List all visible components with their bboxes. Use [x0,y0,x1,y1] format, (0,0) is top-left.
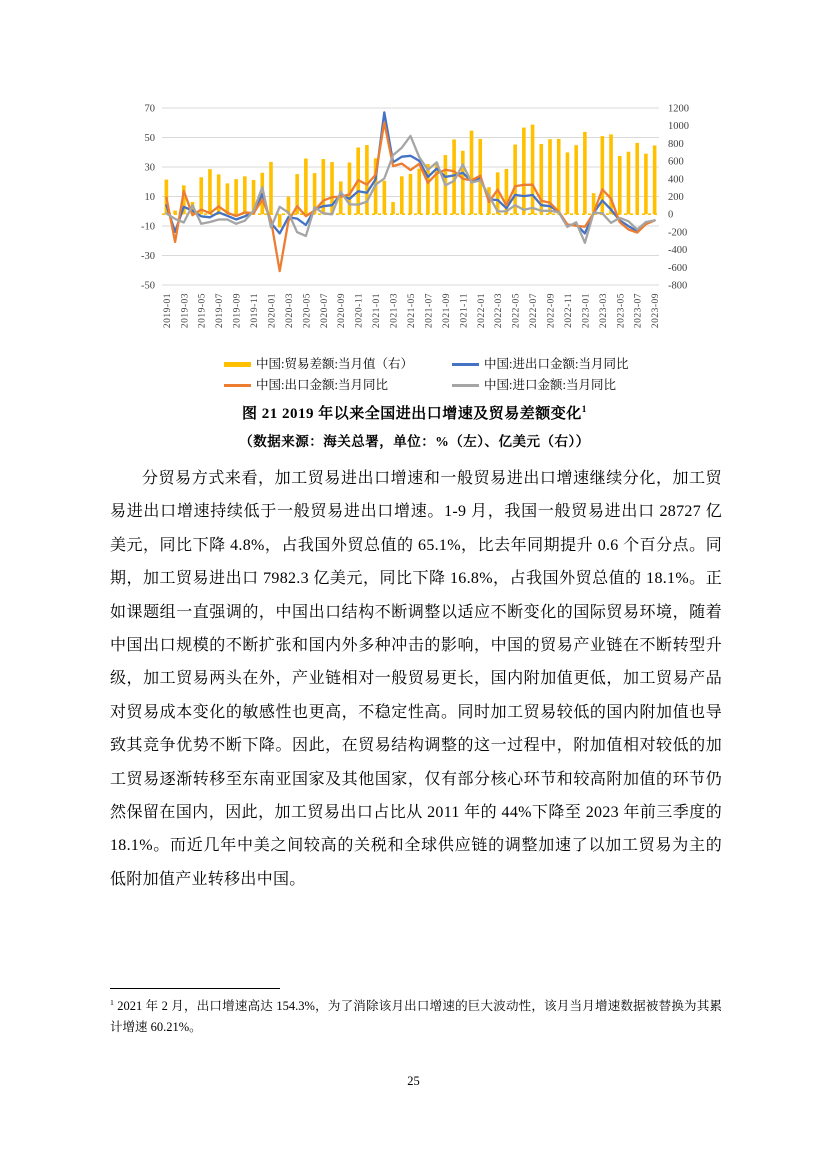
svg-text:800: 800 [668,138,684,150]
legend-line-marker [452,384,479,387]
svg-text:2020-05: 2020-05 [302,293,313,329]
svg-text:2019-03: 2019-03 [180,293,191,329]
footnote-area [110,988,722,1038]
figure-subtitle: （数据来源：海关总署，单位：%（左）、亿美元（右）） [239,434,590,449]
body-paragraph: 分贸易方式来看，加工贸易进出口增速和一般贸易进出口增速继续分化，加工贸易进出口增速持续低于一般贸易进出口增速。1-9 月，我国一般贸易进出口 28727 亿美元，同比下降 4.8%，占我国外贸总值的 65.1%，比去年同期提升 0.6 个百分点。同期，加工贸易进出口 7982.3 亿美元，同比下降 16.8%，占我国外贸总值的 18.1%。正如课题组一直强调的，中国出口结构不断调整以适应不断变化的国际贸易环境，随着中国出口规模的不断扩张和国内外多种冲击的影响，中国的贸易产业链在不断转型升级，加工贸易两头在外，产业链相对一般贸易更长，国内附加值更低，加工贸易产品对贸易成本变化的敏感性也更高，不稳定性高。同时加工贸易较低的国内附加值也导致其竞争优势不断下降。因此，在贸易结构调整的这一过程中，附加值相对较低的加工贸易逐渐转移至东南亚国家及其他国家，仅有部分核心环节和较高附加值的环节仍然保留在国内，因此，加工贸易出口占比从 2011 年的 44%下降至 2023 年前三季度的 18.1%。而近几年中美之间较高的关税和全球供应链的调整加速了以加工贸易为主的低附加值产业转移出中国。 [110,470,722,888]
svg-text:2020-11: 2020-11 [354,293,365,328]
svg-text:-50: -50 [141,280,155,292]
svg-text:-400: -400 [668,245,688,257]
figure-title-footnote-ref: 1 [581,405,587,415]
svg-text:2023-07: 2023-07 [633,293,644,329]
svg-text:2023-01: 2023-01 [581,293,592,329]
svg-text:2019-01: 2019-01 [162,293,173,329]
svg-text:2021-05: 2021-05 [407,293,417,329]
chart-legend [224,356,717,393]
svg-text:10: 10 [144,192,155,203]
legend-label: 中国:进口金额:当月同比 [484,378,616,392]
footnote [110,996,722,1038]
footnote-text: 2021 年 2 月，出口增速高达 154.3%，为了消除该月出口增速的巨大波动性，该月当月增速数据被替换为其累计增速 60.21%。 [110,999,723,1034]
figure-21-block [112,100,717,450]
svg-text:2021-11: 2021-11 [459,293,470,328]
svg-text:-600: -600 [668,262,688,274]
figure-title-text: 图 21 2019 年以来全国进出口增速及贸易差额变化 [242,406,582,422]
legend-item [452,377,717,393]
svg-text:30: 30 [144,162,155,174]
svg-text:70: 70 [144,103,155,115]
legend-item [224,356,452,372]
svg-text:2022-05: 2022-05 [511,293,522,329]
svg-text:2020-01: 2020-01 [267,293,278,329]
svg-text:600: 600 [668,156,684,168]
svg-text:2021-07: 2021-07 [424,293,435,329]
svg-text:2020-09: 2020-09 [337,293,348,329]
footnote-marker: 1 [110,997,114,1007]
svg-text:2022-07: 2022-07 [529,293,540,329]
trade-growth-balance-chart [112,100,712,352]
legend-item [452,356,717,372]
svg-text:2019-09: 2019-09 [232,293,243,329]
legend-label: 中国:出口金额:当月同比 [256,378,388,392]
svg-text:2021-09: 2021-09 [441,293,452,329]
svg-text:2022-11: 2022-11 [563,293,574,328]
svg-text:2021-01: 2021-01 [372,293,383,329]
legend-bar-marker [224,362,251,367]
legend-line-marker [452,363,479,366]
svg-text:2023-09: 2023-09 [651,293,662,329]
svg-text:2019-11: 2019-11 [250,293,261,328]
svg-text:2020-03: 2020-03 [284,293,295,329]
legend-item [224,377,452,393]
svg-text:2022-09: 2022-09 [546,293,557,329]
svg-text:2023-05: 2023-05 [616,293,627,329]
svg-text:1200: 1200 [668,103,689,115]
svg-text:50: 50 [144,133,155,144]
svg-text:-800: -800 [668,280,688,292]
svg-text:400: 400 [668,174,684,186]
svg-text:200: 200 [668,192,684,203]
footnote-separator [110,988,280,989]
legend-label: 中国:进出口金额:当月同比 [484,357,629,371]
svg-text:2019-07: 2019-07 [215,293,226,329]
svg-text:2021-03: 2021-03 [389,293,400,329]
legend-label: 中国:贸易差额:当月值（右） [256,357,413,371]
svg-text:-30: -30 [141,251,155,262]
svg-text:-200: -200 [668,227,688,239]
svg-text:2022-03: 2022-03 [494,293,505,329]
page-number: 25 [407,1074,420,1088]
svg-text:1000: 1000 [668,121,689,133]
svg-text:2022-01: 2022-01 [476,293,487,329]
svg-text:2019-05: 2019-05 [197,293,208,329]
svg-text:2020-07: 2020-07 [319,293,330,329]
figure-title [112,402,717,423]
legend-line-marker [224,384,251,387]
svg-text:-10: -10 [141,221,155,233]
svg-text:0: 0 [668,209,674,221]
svg-text:2023-03: 2023-03 [598,293,609,329]
